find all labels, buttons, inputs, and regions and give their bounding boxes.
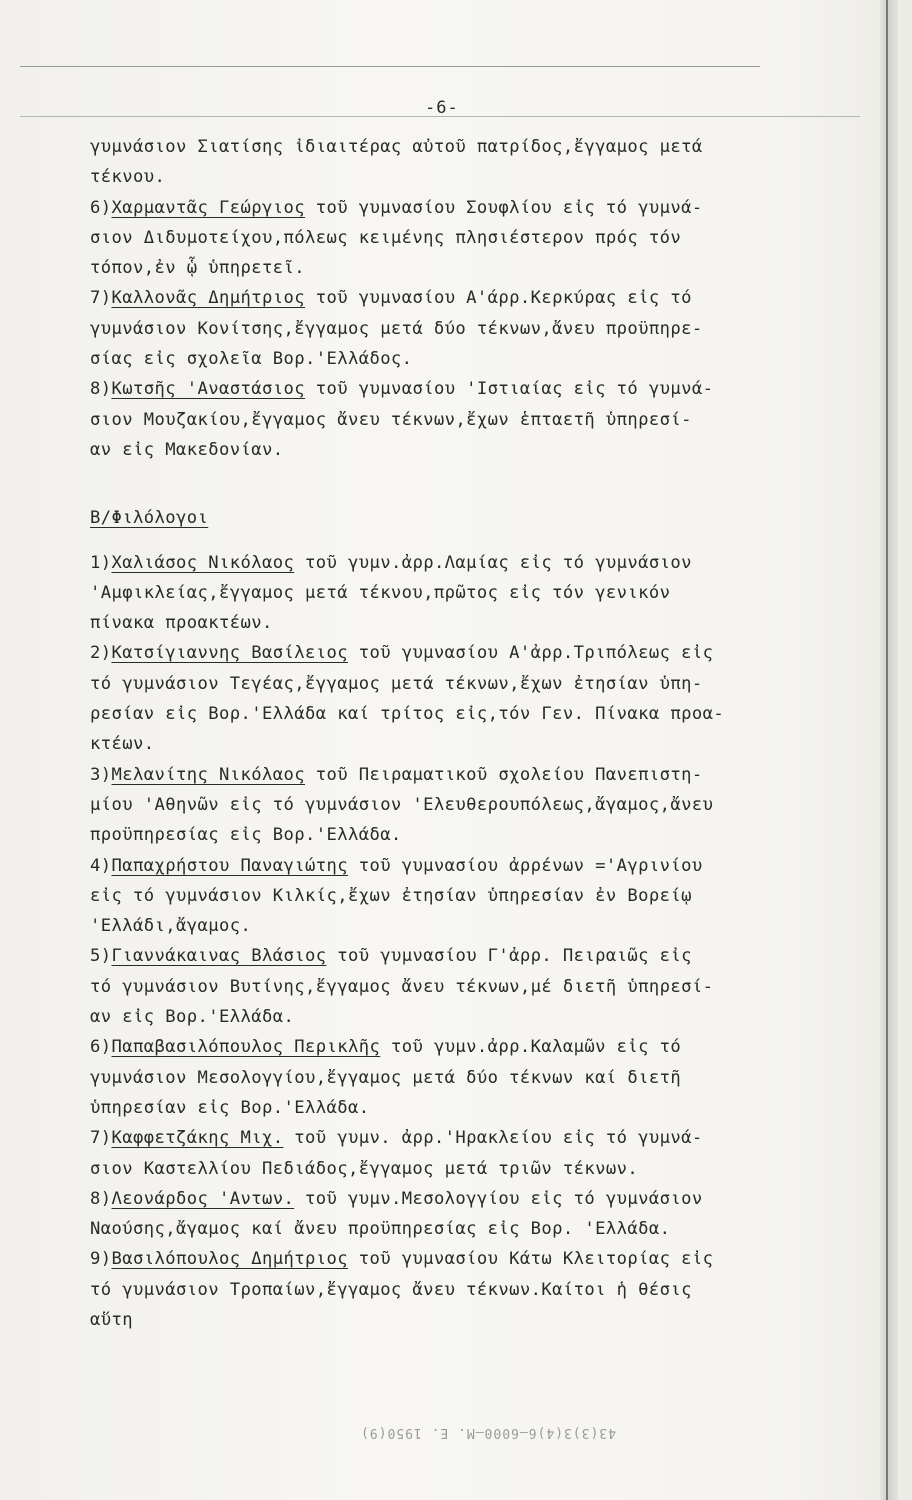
person-name: Κατσίγιαννης Βασίλειος <box>111 643 348 664</box>
text-line: τοῦ Πειραματικοῦ σχολείου Πανεπιστη- <box>304 764 703 785</box>
paragraph-item-8 <box>90 374 860 465</box>
text-line: τοῦ γυμν. ἀρρ.'Ηρακλείου εἰς τό γυμνά- <box>283 1128 703 1149</box>
item-number: 4) <box>90 855 112 876</box>
item-number: 5) <box>90 946 112 967</box>
text-line: ὑπηρεσίαν εἰς Βορ.'Ελλάδα. <box>90 1097 370 1118</box>
person-name: Παπαβασιλόπουλος Περικλῆς <box>111 1037 381 1058</box>
text-line: μίου 'Αθηνῶν εἰς τό γυμνάσιον 'Ελευθερουπόλεως,ἄγαμος,ἄνευ <box>90 794 714 815</box>
item-number: 8) <box>90 1188 112 1209</box>
person-name: Χαρμαντᾶς Γεώργιος <box>111 197 305 218</box>
text-line: τοῦ γυμνασίου Κάτω Κλειτορίας εἰς <box>347 1249 714 1270</box>
person-name: Παπαχρήστου Παναγιώτης <box>111 855 348 876</box>
text-line: εἰς τό γυμνάσιον Κιλκίς,ἔχων ἐτησίαν ὑπηρεσίαν ἐν Βορείῳ <box>90 885 692 906</box>
paragraph-intro <box>90 132 860 193</box>
text-line: ρεσίαν εἰς Βορ.'Ελλάδα καί τρίτος εἰς,τόν Γεν. Πίνακα προα- <box>90 704 725 725</box>
text-line: τοῦ γυμνασίου Γ'ἀρρ. Πειραιῶς εἰς <box>326 946 692 967</box>
printer-stamp: 43(3)3(4)6—6000—M. E. 1950(9) <box>360 1425 616 1440</box>
entry-2 <box>90 638 860 759</box>
person-name: Καφφετζάκης Μιχ. <box>111 1128 284 1149</box>
page-number: -6- <box>425 98 459 118</box>
text-line: τό γυμνάσιον Τροπαίων,ἔγγαμος ἄνευ τέκνων.Καίτοι ἡ θέσις <box>90 1279 692 1300</box>
item-number: 6) <box>90 1037 112 1058</box>
person-name: Λεονάρδος 'Αντων. <box>111 1188 295 1209</box>
binding-edge <box>880 0 898 1500</box>
text-line: τοῦ γυμν.ἀρρ.Καλαμῶν εἰς τό <box>380 1037 682 1058</box>
text-line: τοῦ γυμνασίου Α'ἀρρ.Τριπόλεως εἰς <box>347 643 714 664</box>
entry-6 <box>90 1032 860 1123</box>
entry-4 <box>90 851 860 942</box>
text-line: αὕτη <box>90 1309 133 1330</box>
entry-8 <box>90 1184 860 1245</box>
text-line: γυμνάσιον Κονίτσης,ἔγγαμος μετά δύο τέκνων,ἄνευ προϋπηρε- <box>90 318 703 339</box>
text-line: τοῦ γυμν.ἀρρ.Λαμίας εἰς τό γυμνάσιον <box>294 552 692 573</box>
text-line: τοῦ γυμνασίου ἀρρένων ='Αγρινίου <box>347 855 703 876</box>
text-line: τόπον,ἐν ᾧ ὑπηρετεῖ. <box>90 258 305 279</box>
text-line: Ναούσης,ἄγαμος καί ἄνευ προϋπηρεσίας εἰς Βορ. 'Ελλάδα. <box>90 1219 671 1240</box>
item-number: 6) <box>90 197 112 218</box>
text-line: προϋπηρεσίας εἰς Βορ.'Ελλάδα. <box>90 825 402 846</box>
item-number: 9) <box>90 1249 112 1270</box>
item-number: 3) <box>90 764 112 785</box>
text-line: γυμνάσιον Μεσολογγίου,ἔγγαμος μετά δύο τέκνων καί διετῆ <box>90 1067 682 1088</box>
person-name: Καλλονᾶς Δημήτριος <box>111 288 305 309</box>
text-line: σίας εἰς σχολεῖα Βορ.'Ελλάδος. <box>90 349 413 370</box>
entry-1 <box>90 548 860 639</box>
person-name: Γιαννάκαινας Βλάσιος <box>111 946 327 967</box>
entry-3 <box>90 760 860 851</box>
person-name: Κωτσῆς 'Αναστάσιος <box>111 379 305 400</box>
text-line: τό γυμνάσιον Βυτίνης,ἔγγαμος ἄνευ τέκνων,μέ διετῆ ὑπηρεσί- <box>90 976 714 997</box>
text-line: τοῦ γυμνασίου 'Ιστιαίας εἰς τό γυμνά- <box>304 379 714 400</box>
person-name: Χαλιάσος Νικόλαος <box>111 552 295 573</box>
text-line: τό γυμνάσιον Τεγέας,ἔγγαμος μετά τέκνων,ἔχων ἐτησίαν ὑπη- <box>90 673 703 694</box>
item-number: 1) <box>90 552 112 573</box>
document-body <box>90 132 860 1335</box>
text-line: τοῦ γυμνασίου Σουφλίου εἰς τό γυμνά- <box>304 197 703 218</box>
text-line: τέκνου. <box>90 167 166 188</box>
text-line: αν εἰς Βορ.'Ελλάδα. <box>90 1007 295 1028</box>
paragraph-item-6 <box>90 193 860 284</box>
text-line: σιον Μουζακίου,ἔγγαμος ἄνευ τέκνων,ἔχων ἑπταετῆ ὑπηρεσί- <box>90 409 692 430</box>
item-number: 7) <box>90 288 112 309</box>
text-line: σιον Καστελλίου Πεδιάδος,ἔγγαμος μετά τριῶν τέκνων. <box>90 1158 639 1179</box>
text-line: κτέων. <box>90 734 155 755</box>
text-line: σιον Διδυμοτείχου,πόλεως κειμένης πλησιέστερον πρός τόν <box>90 227 682 248</box>
text-line: τοῦ γυμνασίου Α'άρρ.Κερκύρας εἰς τό <box>304 288 692 309</box>
item-number: 8) <box>90 379 112 400</box>
item-number: 2) <box>90 643 112 664</box>
text-line: τοῦ γυμν.Μεσολογγίου εἰς τό γυμνάσιον <box>294 1188 703 1209</box>
entry-9 <box>90 1244 860 1335</box>
text-line: 'Ελλάδι,ἄγαμος. <box>90 916 252 937</box>
top-rule <box>20 66 760 67</box>
text-line: γυμνάσιον Σιατίσης ἰδιαιτέρας αὐτοῦ πατρίδος,ἔγγαμος μετά <box>90 137 703 157</box>
paragraph-item-7 <box>90 283 860 374</box>
text-line: αν εἰς Μακεδονίαν. <box>90 439 284 460</box>
item-number: 7) <box>90 1128 112 1149</box>
text-line: πίνακα προακτέων. <box>90 613 273 634</box>
person-name: Μελανίτης Νικόλαος <box>111 764 305 785</box>
section-title: Β/Φιλόλογοι <box>90 508 209 529</box>
entry-5 <box>90 941 860 1032</box>
text-line: 'Αμφικλείας,ἔγγαμος μετά τέκνου,πρῶτος εἰς τόν γενικόν <box>90 582 671 603</box>
entry-7 <box>90 1123 860 1184</box>
person-name: Βασιλόπουλος Δημήτριος <box>111 1249 348 1270</box>
